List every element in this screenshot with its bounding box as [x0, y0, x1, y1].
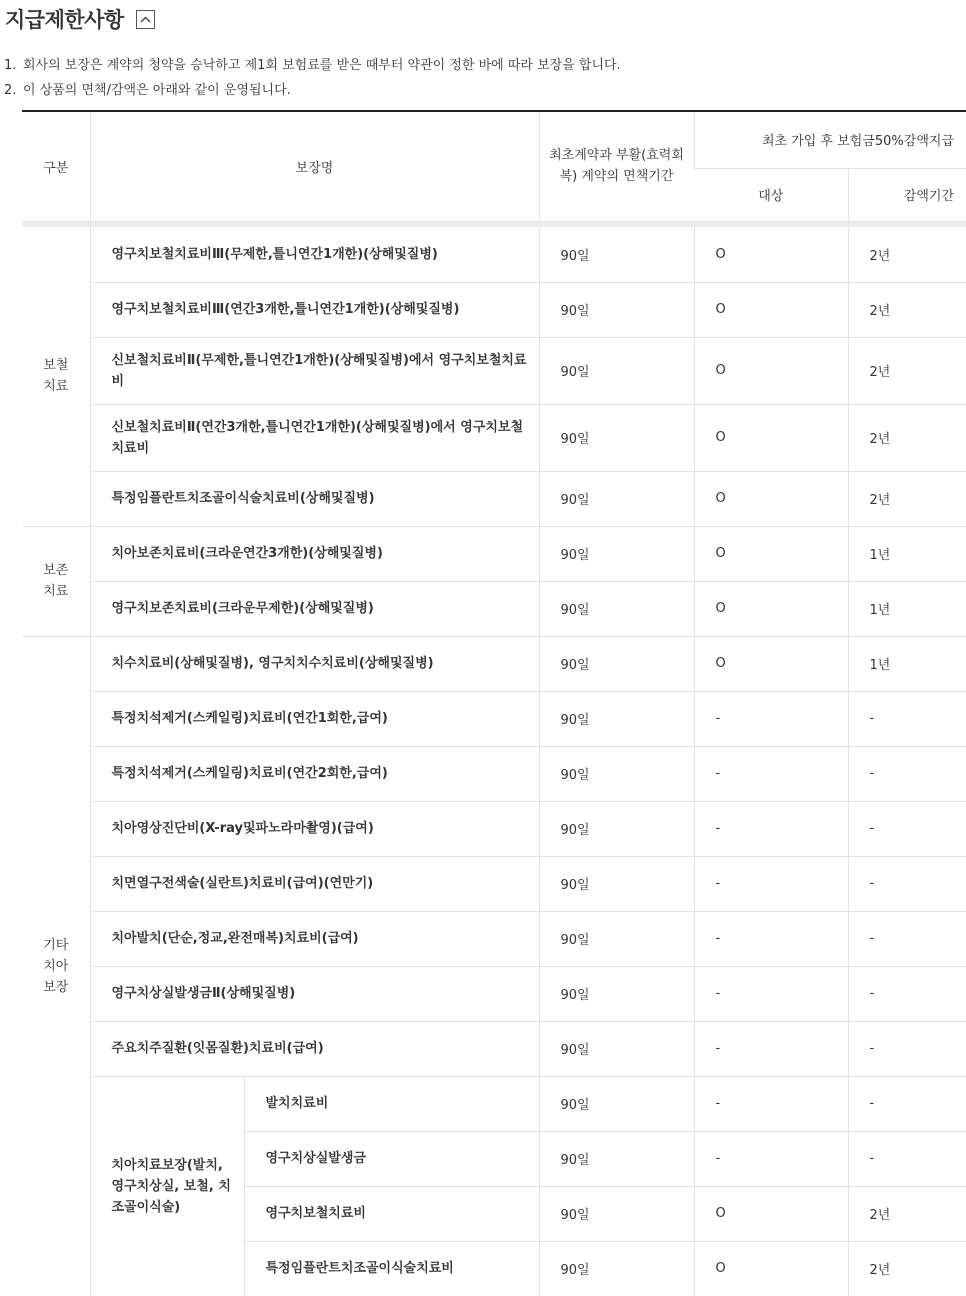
- category-cell: 보존 치료: [22, 526, 90, 636]
- coverage-name-cell: 치아발치(단순,정교,완전매복)치료비(급여): [90, 911, 539, 966]
- table-row: [22, 404, 966, 471]
- collapse-toggle-button[interactable]: [136, 10, 155, 29]
- target-cell: -: [694, 1021, 848, 1076]
- exemption-cell: 90일: [539, 471, 694, 526]
- target-cell: -: [694, 966, 848, 1021]
- coverage-name-cell: 발치치료비: [244, 1076, 539, 1131]
- coverage-name-cell: 특정임플란트치조골이식술치료비: [244, 1241, 539, 1296]
- table-row: [22, 966, 966, 1021]
- reduction-period-cell: 1년: [848, 581, 966, 636]
- section-header: [5, 4, 155, 34]
- reduction-period-cell: 1년: [848, 636, 966, 691]
- coverage-name-cell: 특정치석제거(스케일링)치료비(연간1회한,급여): [90, 691, 539, 746]
- header-target: 대상: [694, 168, 848, 221]
- exemption-cell: 90일: [539, 801, 694, 856]
- exemption-cell: 90일: [539, 282, 694, 337]
- target-cell: -: [694, 746, 848, 801]
- page-title: 지급제한사항: [5, 8, 124, 32]
- exemption-cell: 90일: [539, 337, 694, 404]
- notice-item: 1. 회사의 보장은 계약의 청약을 승낙하고 제1회 보험료를 받은 때부터 약관이 정한 바에 따라 보장을 합니다.: [4, 58, 621, 73]
- reduction-period-cell: -: [848, 691, 966, 746]
- target-cell: O: [694, 471, 848, 526]
- exemption-cell: 90일: [539, 404, 694, 471]
- exemption-cell: 90일: [539, 581, 694, 636]
- target-cell: O: [694, 581, 848, 636]
- reduction-period-cell: -: [848, 746, 966, 801]
- target-cell: O: [694, 282, 848, 337]
- reduction-period-cell: 2년: [848, 471, 966, 526]
- coverage-name-cell: 주요치주질환(잇몸질환)치료비(급여): [90, 1021, 539, 1076]
- reduction-period-cell: 2년: [848, 1186, 966, 1241]
- table-row: [22, 911, 966, 966]
- target-cell: -: [694, 691, 848, 746]
- target-cell: -: [694, 1076, 848, 1131]
- coverage-name-cell: 치아보존치료비(크라운연간3개한)(상해및질병): [90, 526, 539, 581]
- coverage-name-cell: 영구치보철치료비Ⅲ(무제한,틀니연간1개한)(상해및질병): [90, 227, 539, 282]
- reduction-period-cell: -: [848, 911, 966, 966]
- reduction-period-cell: -: [848, 856, 966, 911]
- coverage-name-cell: 특정치석제거(스케일링)치료비(연간2회한,급여): [90, 746, 539, 801]
- exemption-cell: 90일: [539, 227, 694, 282]
- target-cell: -: [694, 911, 848, 966]
- reduction-period-cell: 2년: [848, 227, 966, 282]
- reduction-period-cell: 2년: [848, 337, 966, 404]
- reduction-period-cell: 1년: [848, 526, 966, 581]
- exemption-cell: 90일: [539, 746, 694, 801]
- target-cell: -: [694, 1131, 848, 1186]
- notice-list: [4, 56, 621, 106]
- table-row: [22, 1076, 966, 1131]
- table-row: [22, 227, 966, 282]
- reduction-period-cell: -: [848, 966, 966, 1021]
- target-cell: -: [694, 856, 848, 911]
- exemption-cell: 90일: [539, 691, 694, 746]
- header-period: 감액기간: [848, 168, 966, 221]
- target-cell: O: [694, 1186, 848, 1241]
- table-row: [22, 801, 966, 856]
- coverage-name-cell: 치면열구전색술(실란트)치료비(급여)(연만기): [90, 856, 539, 911]
- exemption-cell: 90일: [539, 856, 694, 911]
- coverage-name-cell: 치수치료비(상해및질병), 영구치치수치료비(상해및질병): [90, 636, 539, 691]
- coverage-name-cell: 특정임플란트치조골이식술치료비(상해및질병): [90, 471, 539, 526]
- coverage-name-cell: 신보철치료비Ⅱ(연간3개한,틀니연간1개한)(상해및질병)에서 영구치보철치료비: [90, 404, 539, 471]
- category-cell: 기타 치아 보장: [22, 636, 90, 1296]
- subgroup-name-cell: 치아치료보장(발치, 영구치상실, 보철, 치조골이식술): [90, 1076, 244, 1296]
- table-row: [22, 691, 966, 746]
- coverage-name-cell: 신보철치료비Ⅱ(무제한,틀니연간1개한)(상해및질병)에서 영구치보철치료비: [90, 337, 539, 404]
- target-cell: O: [694, 526, 848, 581]
- exemption-cell: 90일: [539, 911, 694, 966]
- target-cell: O: [694, 636, 848, 691]
- header-exemption-period: 최초계약과 부활(효력회 복) 계약의 면책기간: [539, 111, 694, 221]
- table-row: [22, 581, 966, 636]
- exemption-cell: 90일: [539, 966, 694, 1021]
- reduction-period-cell: 2년: [848, 282, 966, 337]
- exemption-cell: 90일: [539, 1186, 694, 1241]
- target-cell: O: [694, 404, 848, 471]
- exemption-cell: 90일: [539, 1131, 694, 1186]
- target-cell: O: [694, 1241, 848, 1296]
- notice-item: 2. 이 상품의 면책/감액은 아래와 같이 운영됩니다.: [4, 83, 291, 98]
- header-category: 구분: [22, 111, 90, 221]
- coverage-name-cell: 영구치상실발생금: [244, 1131, 539, 1186]
- header-coverage-name: 보장명: [90, 111, 539, 221]
- table-row: [22, 471, 966, 526]
- exemption-cell: 90일: [539, 526, 694, 581]
- reduction-period-cell: 2년: [848, 404, 966, 471]
- coverage-name-cell: 영구치보존치료비(크라운무제한)(상해및질병): [90, 581, 539, 636]
- coverage-name-cell: 영구치보철치료비Ⅲ(연간3개한,틀니연간1개한)(상해및질병): [90, 282, 539, 337]
- reduction-period-cell: -: [848, 1021, 966, 1076]
- header-reduction: 최초 가입 후 보험금50%감액지급: [694, 111, 966, 168]
- coverage-name-cell: 치아영상진단비(X-ray및파노라마촬영)(급여): [90, 801, 539, 856]
- table-row: [22, 282, 966, 337]
- payment-restriction-table: [22, 110, 966, 1296]
- reduction-period-cell: 2년: [848, 1241, 966, 1296]
- reduction-period-cell: -: [848, 801, 966, 856]
- table-row: [22, 526, 966, 581]
- exemption-cell: 90일: [539, 1076, 694, 1131]
- table-row: [22, 856, 966, 911]
- target-cell: -: [694, 801, 848, 856]
- target-cell: O: [694, 227, 848, 282]
- exemption-cell: 90일: [539, 1021, 694, 1076]
- reduction-period-cell: -: [848, 1131, 966, 1186]
- coverage-name-cell: 영구치상실발생금Ⅱ(상해및질병): [90, 966, 539, 1021]
- table-row: [22, 636, 966, 691]
- exemption-cell: 90일: [539, 1241, 694, 1296]
- coverage-name-cell: 영구치보철치료비: [244, 1186, 539, 1241]
- chevron-up-icon: [140, 16, 151, 23]
- exemption-cell: 90일: [539, 636, 694, 691]
- table-row: [22, 746, 966, 801]
- table-row: [22, 337, 966, 404]
- reduction-period-cell: -: [848, 1076, 966, 1131]
- table-row: [22, 1021, 966, 1076]
- target-cell: O: [694, 337, 848, 404]
- category-cell: 보철 치료: [22, 227, 90, 526]
